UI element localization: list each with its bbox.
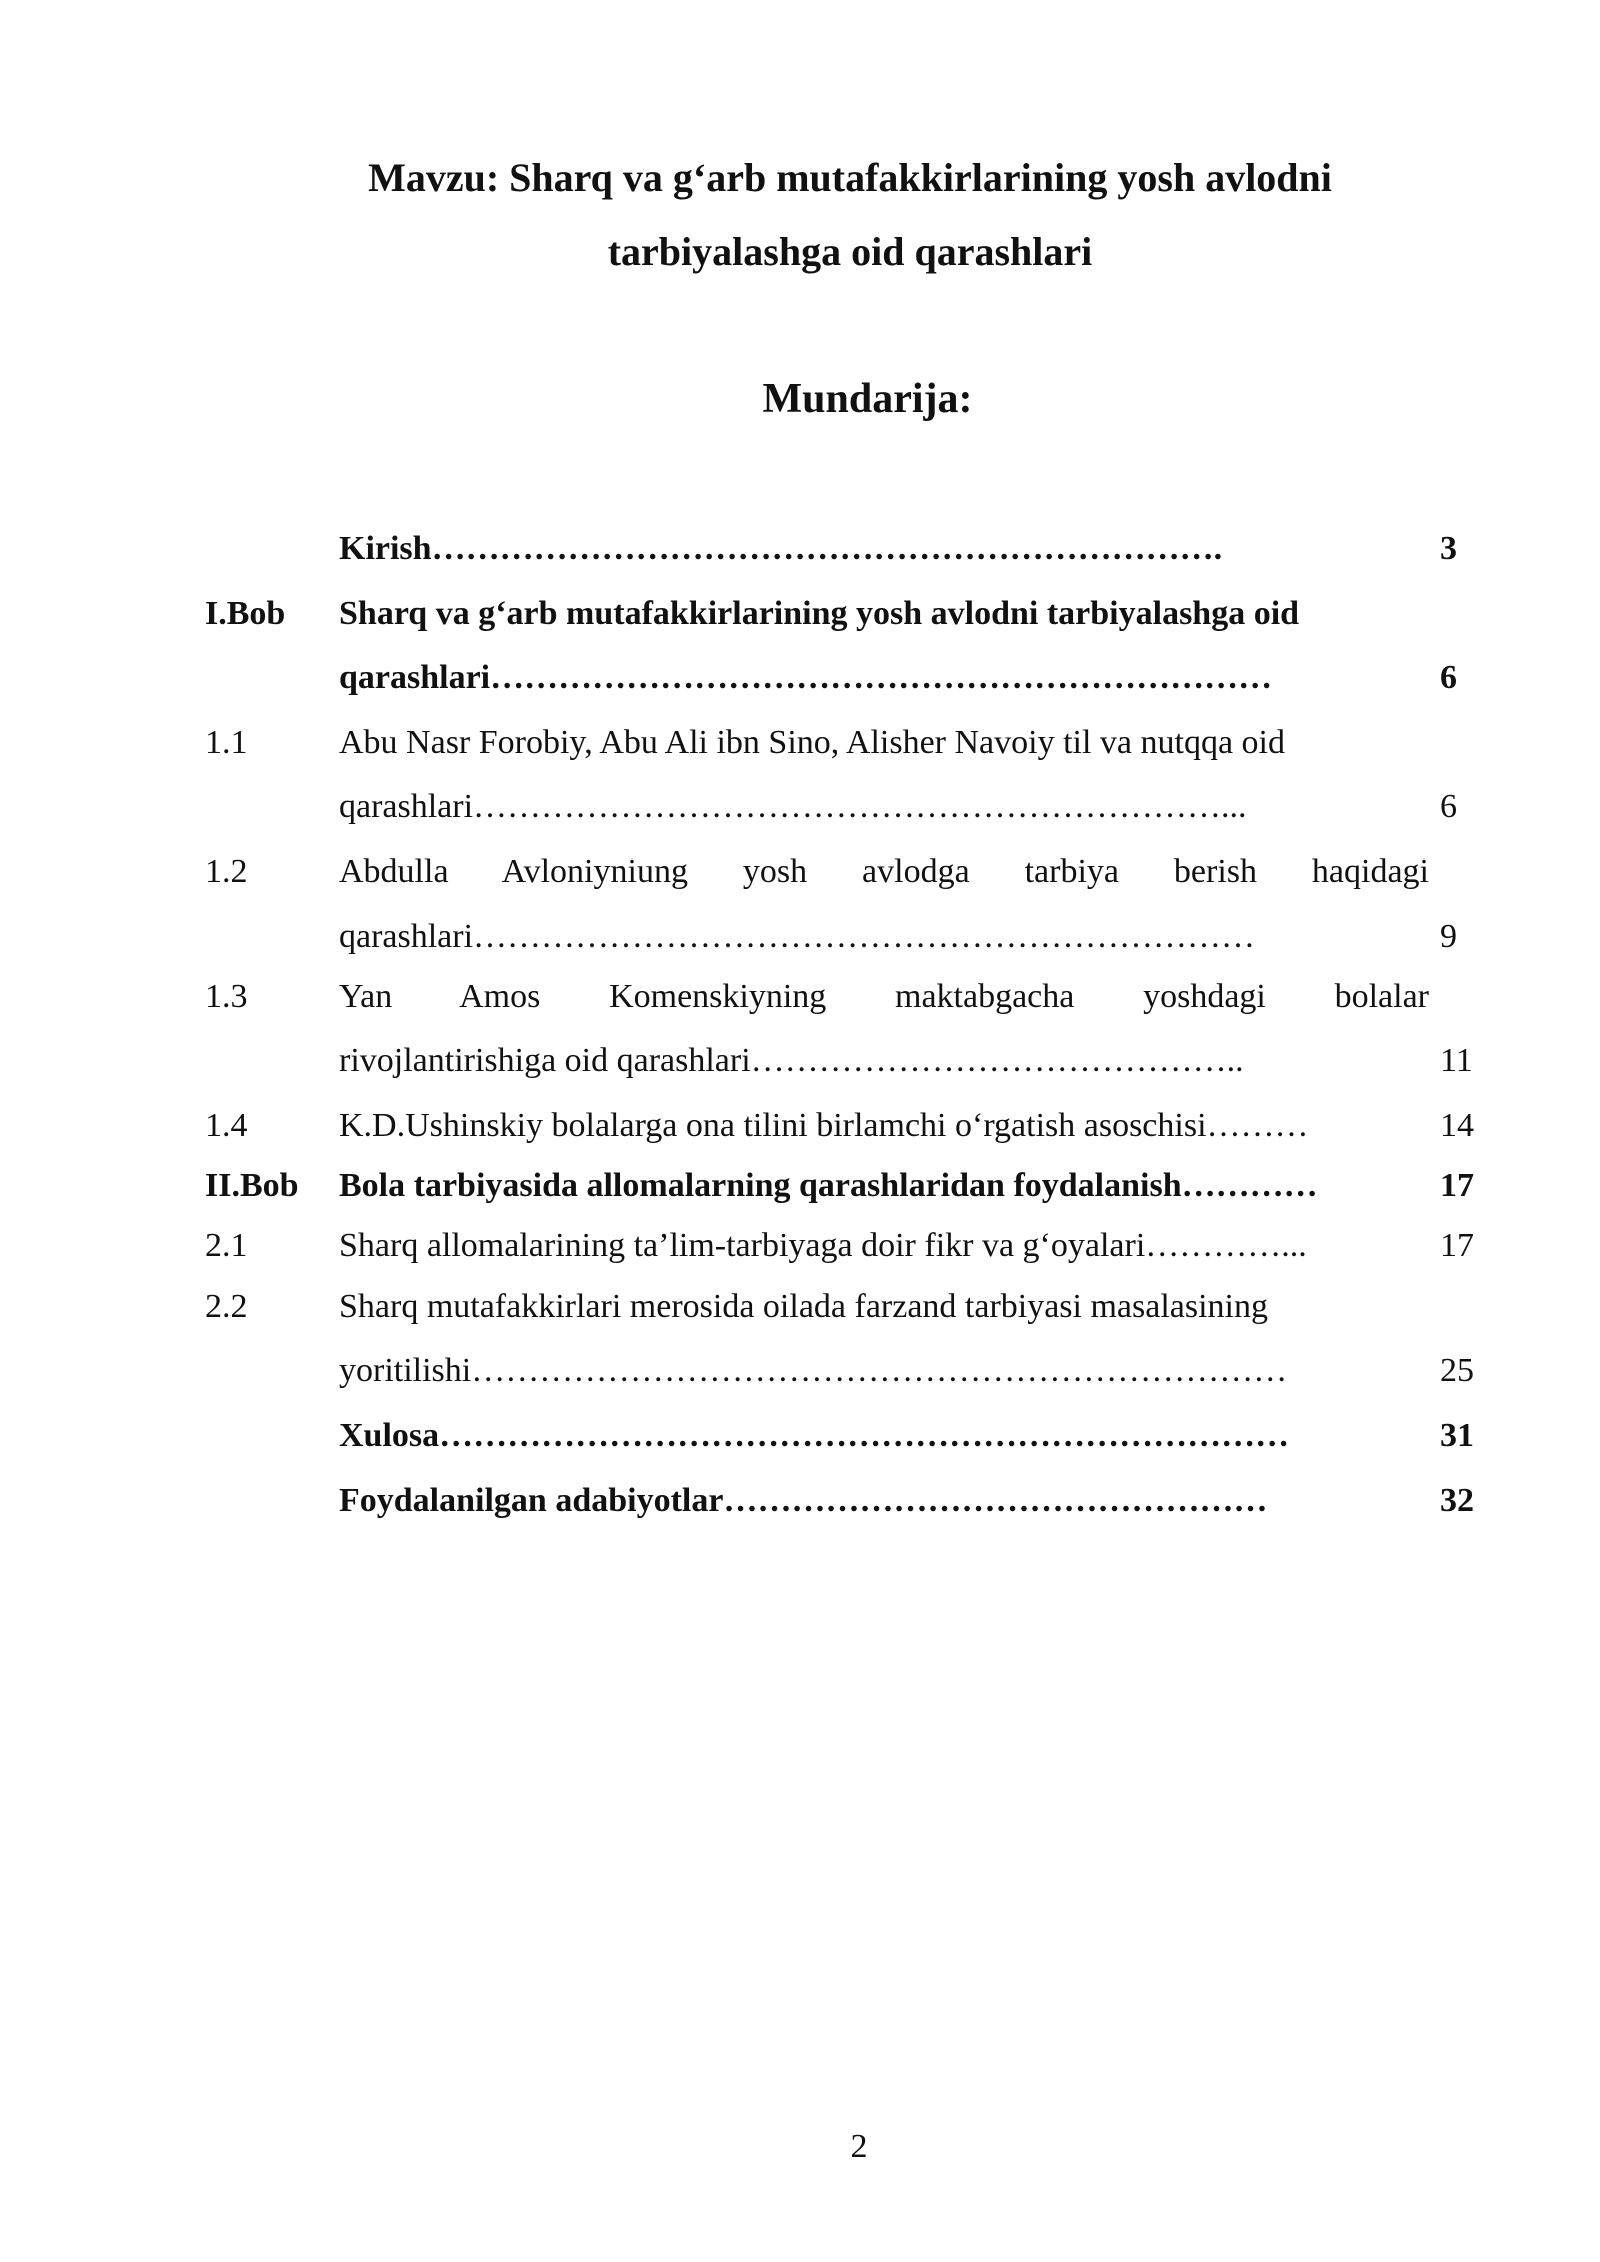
toc-entry-2-2-line2: yoritilishi……………………………………………………………… <box>339 1352 1288 1389</box>
toc-entry-bob2: Bola tarbiyasida allomalarning qarashlaridan foydalanish………… <box>339 1167 1318 1204</box>
toc-page-xulosa: 31 <box>1440 1417 1474 1454</box>
toc-heading: Mundarija: <box>762 376 973 422</box>
toc-number-2-1: 2.1 <box>205 1227 248 1264</box>
toc-number-bob1: I.Bob <box>205 595 286 632</box>
toc-entry-1-1-line2: qarashlari…………………………………………………………... <box>339 788 1247 825</box>
toc-number-bob2: II.Bob <box>205 1167 299 1204</box>
toc-entry-2-1: Sharq allomalarining ta’lim-tarbiyaga doir fikr va g‘oyalari…………... <box>339 1227 1307 1264</box>
toc-entry-bob1-line1: Sharq va g‘arb mutafakkirlarining yosh avlodni tarbiyalashga oid <box>339 595 1300 632</box>
toc-number-1-1: 1.1 <box>205 724 248 761</box>
toc-entry-1-2-line2: qarashlari…………………………………………………………… <box>339 918 1256 955</box>
toc-page-bob2: 17 <box>1440 1167 1474 1204</box>
toc-page-adabiyotlar: 32 <box>1440 1482 1474 1519</box>
toc-number-2-2: 2.2 <box>205 1288 248 1325</box>
toc-entry-kirish: Kirish……………………………………………………………. <box>339 530 1223 567</box>
toc-page-1-4: 14 <box>1440 1107 1474 1144</box>
toc-number-1-2: 1.2 <box>205 853 248 890</box>
page-number: 2 <box>850 2128 868 2165</box>
toc-page-bob1: 6 <box>1440 659 1457 696</box>
toc-number-1-3: 1.3 <box>205 978 248 1015</box>
toc-page-kirish: 3 <box>1440 530 1457 567</box>
toc-entry-1-4: K.D.Ushinskiy bolalarga ona tilini birlamchi o‘rgatish asoschisi……… <box>339 1107 1309 1144</box>
toc-entry-bob1-line2: qarashlari…………………………………………………………… <box>339 659 1273 696</box>
document-title-line-1: Mavzu: Sharq va g‘arb mutafakkirlarining yosh avlodni <box>368 155 1332 200</box>
toc-number-1-4: 1.4 <box>205 1107 248 1144</box>
toc-entry-1-1-line1: Abu Nasr Forobiy, Abu Ali ibn Sino, Alisher Navoiy til va nutqqa oid <box>339 724 1285 761</box>
toc-entry-2-2-line1: Sharq mutafakkirlari merosida oilada farzand tarbiyasi masalasining <box>339 1288 1269 1325</box>
toc-entry-xulosa: Xulosa………………………………………………………………… <box>339 1417 1290 1454</box>
toc-page-2-2: 25 <box>1440 1352 1474 1389</box>
toc-page-2-1: 17 <box>1440 1227 1474 1264</box>
toc-page-1-3: 11 <box>1440 1042 1473 1079</box>
document-title-line-2: tarbiyalashga oid qarashlari <box>607 229 1093 274</box>
toc-page-1-2: 9 <box>1440 918 1457 955</box>
toc-entry-1-2-line1: Abdulla Avloniyniung yosh avlodga tarbiya berish haqidagi <box>339 853 1429 890</box>
toc-entry-adabiyotlar: Foydalanilgan adabiyotlar………………………………………… <box>339 1482 1268 1519</box>
toc-page-1-1: 6 <box>1440 788 1457 825</box>
toc-entry-1-3-line2: rivojlantirishiga oid qarashlari…………………………………….. <box>339 1042 1244 1079</box>
toc-entry-1-3-line1: Yan Amos Komenskiyning maktabgacha yoshdagi bolalar <box>339 978 1429 1015</box>
